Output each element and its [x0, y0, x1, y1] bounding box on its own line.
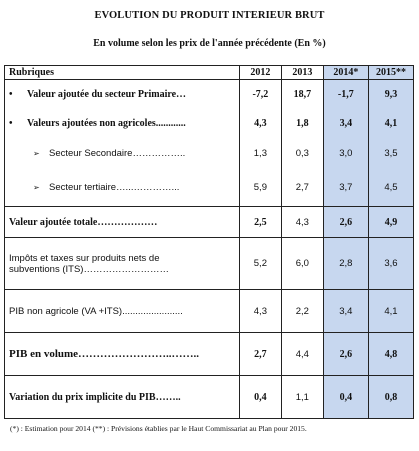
- table-row: [5, 207, 414, 238]
- header-2013: 2013: [281, 66, 323, 80]
- cell-2013: 1,8: [281, 110, 323, 138]
- cell-2013: 0,3: [281, 138, 323, 169]
- header-2014: 2014*: [323, 66, 368, 80]
- cell-2012: 2,5: [239, 207, 281, 238]
- cell-2014: 2,6: [323, 333, 368, 376]
- row-label-line2: subventions (ITS)………………………: [9, 263, 169, 275]
- row-label-text: Valeurs ajoutées non agricoles............: [27, 118, 186, 129]
- cell-2014: 0,4: [323, 376, 368, 419]
- row-label: Valeur ajoutée totale………………: [5, 207, 240, 238]
- cell-2014: 3,4: [323, 110, 368, 138]
- cell-2015: 9,3: [368, 80, 413, 110]
- cell-2013: 4,3: [281, 207, 323, 238]
- table-row: [5, 333, 414, 376]
- table-title: EVOLUTION DU PRODUIT INTERIEUR BRUT: [94, 10, 325, 21]
- table-row: [5, 238, 414, 290]
- row-label: [5, 138, 240, 169]
- row-label-text: Secteur tertiaire…...…………...: [49, 181, 180, 193]
- cell-2012: 5,2: [239, 238, 281, 290]
- cell-2012: 1,3: [239, 138, 281, 169]
- table-row: [5, 138, 414, 169]
- cell-2013: 4,4: [281, 333, 323, 376]
- row-label: Variation du prix implicite du PIB……..: [5, 376, 240, 419]
- row-label-text: Secteur Secondaire……………..: [49, 147, 186, 159]
- row-label: [5, 110, 240, 138]
- cell-2015: 4,1: [368, 110, 413, 138]
- table-row: [5, 169, 414, 207]
- table-row: [5, 80, 414, 110]
- cell-2015: 0,8: [368, 376, 413, 419]
- row-label-line1: Impôts et taxes sur produits nets de: [9, 252, 160, 264]
- header-2015: 2015**: [368, 66, 413, 80]
- cell-2014: 2,8: [323, 238, 368, 290]
- cell-2014: 3,7: [323, 169, 368, 207]
- cell-2014: 3,4: [323, 290, 368, 333]
- cell-2014: -1,7: [323, 80, 368, 110]
- cell-2013: 1,1: [281, 376, 323, 419]
- table-subtitle: En volume selon les prix de l'année précédente (En %): [93, 38, 326, 49]
- row-label-text: Valeur ajoutée du secteur Primaire…: [27, 89, 187, 101]
- cell-2015: 4,8: [368, 333, 413, 376]
- cell-2012: -7,2: [239, 80, 281, 110]
- bullet-icon: •: [9, 89, 13, 101]
- cell-2013: 6,0: [281, 238, 323, 290]
- arrow-right-icon: ➢: [33, 148, 40, 158]
- table-row: [5, 290, 414, 333]
- bullet-icon: •: [9, 118, 13, 129]
- row-label: [5, 238, 240, 290]
- cell-2015: 4,5: [368, 169, 413, 207]
- cell-2012: 4,3: [239, 290, 281, 333]
- cell-2014: 3,0: [323, 138, 368, 169]
- table-header-row: [5, 66, 414, 80]
- arrow-right-icon: ➢: [33, 182, 40, 192]
- cell-2015: 4,1: [368, 290, 413, 333]
- row-label: PIB en volume……………………..……..: [5, 333, 240, 376]
- cell-2015: 3,5: [368, 138, 413, 169]
- cell-2013: 2,7: [281, 169, 323, 207]
- cell-2012: 4,3: [239, 110, 281, 138]
- row-label: PIB non agricole (VA +ITS).......................: [5, 290, 240, 333]
- cell-2013: 2,2: [281, 290, 323, 333]
- footnote: (*) : Estimation pour 2014 (**) : Prévisions établies par le Haut Commissariat au Plan pour 2015.: [10, 424, 307, 433]
- header-rubriques: Rubriques: [5, 66, 240, 80]
- cell-2013: 18,7: [281, 80, 323, 110]
- table-row: [5, 376, 414, 419]
- table-row: [5, 110, 414, 138]
- row-label: [5, 169, 240, 207]
- cell-2015: 4,9: [368, 207, 413, 238]
- header-2012: 2012: [239, 66, 281, 80]
- cell-2012: 5,9: [239, 169, 281, 207]
- cell-2012: 0,4: [239, 376, 281, 419]
- row-label: [5, 80, 240, 110]
- gdp-table: [4, 65, 414, 419]
- cell-2015: 3,6: [368, 238, 413, 290]
- cell-2014: 2,6: [323, 207, 368, 238]
- cell-2012: 2,7: [239, 333, 281, 376]
